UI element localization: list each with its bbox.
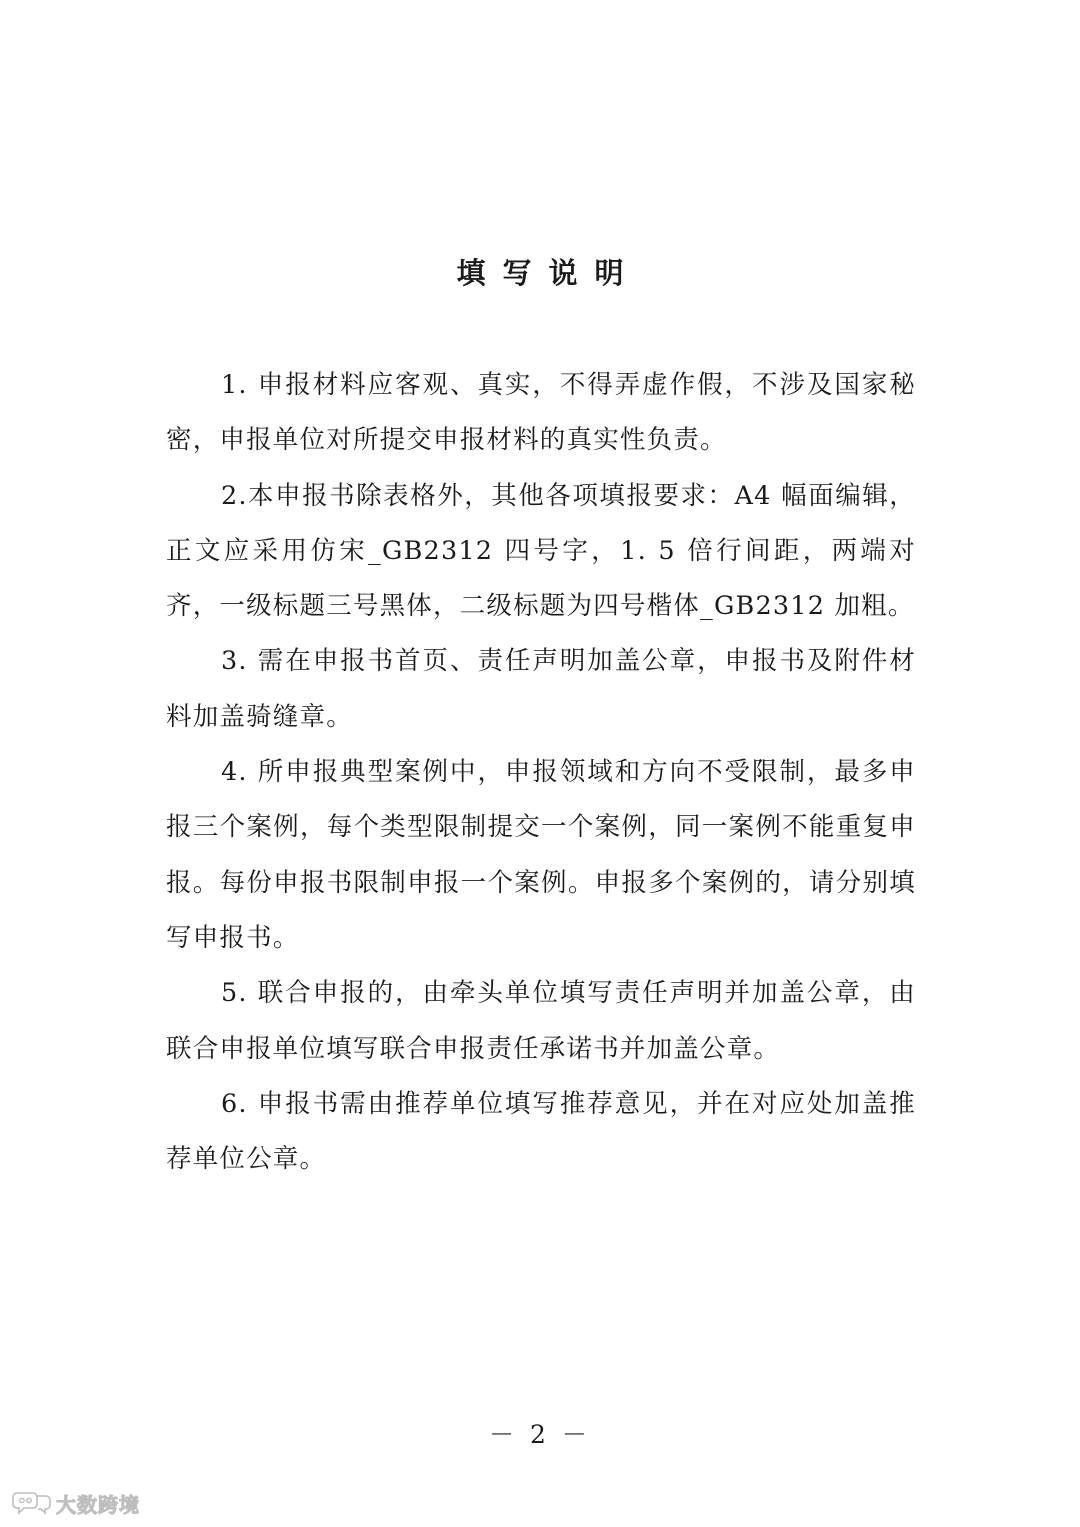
chat-bubble-logo-icon [12,1489,52,1517]
instruction-paragraph-5: 5. 联合申报的，由牵头单位填写责任声明并加盖公章，由联合申报单位填写联合申报责任承诺书并加盖公章。 [166,978,916,1064]
watermark-text: 大数跨境 [56,1492,140,1517]
watermark [12,1488,140,1518]
instructions-body [166,358,916,1187]
instruction-paragraph-3: 3. 需在申报书首页、责任声明加盖公章，申报书及附件材料加盖骑缝章。 [166,646,916,732]
instruction-paragraph-4: 4. 所申报典型案例中，申报领域和方向不受限制，最多申报三个案例，每个类型限制提交一个案例，同一案例不能重复申报。每份申报书限制申报一个案例。申报多个案例的，请分别填写申报书。 [166,757,916,953]
page-title: 填写说明 [456,256,641,290]
instruction-paragraph-1: 1. 申报材料应客观、真实，不得弄虚作假，不涉及国家秘密，申报单位对所提交申报材料的真实性负责。 [166,370,916,456]
page-number: － 2 － [489,1420,591,1449]
instruction-paragraph-6: 6. 申报书需由推荐单位填写推荐意见，并在对应处加盖推荐单位公章。 [166,1088,916,1175]
instruction-paragraph-2: 2.本申报书除表格外，其他各项填报要求：A4 幅面编辑，正文应采用仿宋_GB2312 四号字，1. 5 倍行间距，两端对齐，一级标题三号黑体，二级标题为四号楷体_GB2312 加粗。 [166,480,916,622]
